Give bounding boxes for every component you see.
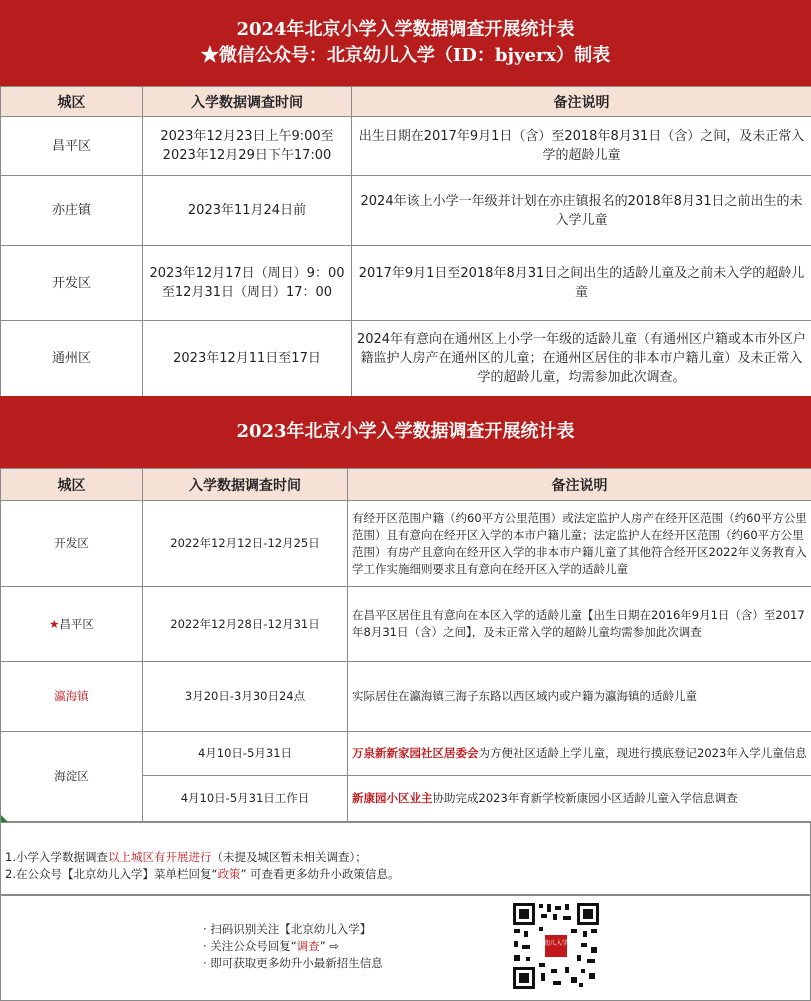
table-row: [1, 321, 811, 397]
footnote-2-prefix: 2.在公众号【北京幼儿入学】菜单栏回复“: [5, 867, 217, 881]
time-cell: 2022年12月12日-12月25日: [143, 501, 348, 587]
note-cell: [348, 776, 811, 822]
qr-section: [0, 894, 811, 1001]
qr-code-icon[interactable]: [511, 901, 601, 991]
title-2024: 2024年北京小学入学数据调查开展统计表: [0, 0, 811, 42]
time-cell: 2022年12月28日-12月31日: [143, 587, 348, 662]
banner-2023: [0, 396, 811, 468]
note-text: 协助完成2023年育新学校新康园小区适龄儿童入学信息调查: [433, 791, 738, 805]
table-row: [1, 117, 811, 176]
footnote-1-highlight: 以上城区有开展进行: [108, 850, 212, 864]
note-cell: 2017年9月1日至2018年8月31日之间出生的适龄儿童及之前未入学的超龄儿童: [352, 246, 811, 321]
table-2024: [0, 86, 811, 397]
district-cell: 通州区: [1, 321, 143, 397]
table-row: [1, 662, 811, 732]
bullet-2-prefix: · 关注公众号回复“: [203, 939, 297, 953]
cell-marker-icon: [1, 815, 8, 822]
time-cell: 2023年12月11日至17日: [143, 321, 352, 397]
time-cell: 2023年12月17日（周日）9：00至12月31日（周日）17：00: [143, 246, 352, 321]
district-label: 昌平区: [59, 617, 94, 631]
col-header-note: 备注说明: [348, 469, 811, 501]
district-cell: 瀛海镇: [1, 662, 143, 732]
col-header-district: 城区: [1, 87, 143, 117]
time-cell: 2023年12月23日上午9:00至2023年12月29日下午17:00: [143, 117, 352, 176]
district-cell: 昌平区: [1, 117, 143, 176]
note-highlight: 万泉新新家园社区居委会: [352, 746, 479, 760]
time-cell: 4月10日-5月31日: [143, 732, 348, 776]
footnote-1: [1, 849, 810, 866]
star-icon: ★: [49, 617, 59, 631]
table-row: [1, 732, 811, 776]
note-cell: 2024年有意向在通州区上小学一年级的适龄儿童（有通州区户籍或本市外区户籍监护人房产在通州区的儿童；在通州区居住的非本市户籍儿童）及未正常入学的超龄儿童，均需参加此次调查。: [352, 321, 811, 397]
note-cell: 在昌平区居住且有意向在本区入学的适龄儿童【出生日期在2016年9月1日（含）至2017年8月31日（含）之间】，及未正常入学的超龄儿童均需参加此次调查: [348, 587, 811, 662]
col-header-time: 入学数据调查时间: [143, 87, 352, 117]
time-cell: 3月20日-3月30日24点: [143, 662, 348, 732]
bullet-1: · 扫码识别关注【北京幼儿入学】: [203, 921, 383, 938]
title-2023: 2023年北京小学入学数据调查开展统计表: [0, 396, 811, 468]
col-header-note: 备注说明: [352, 87, 811, 117]
footnote-2-suffix: ” 可查看更多幼升小政策信息。: [240, 867, 399, 881]
table-row: [1, 587, 811, 662]
col-header-district: 城区: [1, 469, 143, 501]
note-cell: [348, 732, 811, 776]
footnote-2: [1, 866, 810, 883]
subtitle-2024: ★微信公众号：北京幼儿入学（ID：bjyerx）制表: [0, 42, 811, 70]
footnote-2-highlight: 政策: [217, 867, 240, 881]
district-cell: [1, 587, 143, 662]
banner-2024: [0, 0, 811, 86]
qr-logo-text: 幼儿入学: [544, 939, 568, 947]
bullet-2-suffix: ” ⇨: [320, 939, 339, 953]
bullet-2-highlight: 调查: [297, 939, 320, 953]
note-text: 为方便社区适龄上学儿童，现进行摸底登记2023年入学儿童信息: [479, 746, 807, 760]
note-cell: 出生日期在2017年9月1日（含）至2018年8月31日（含）之间，及未正常入学的超龄儿童: [352, 117, 811, 176]
note-cell: 有经开区范围户籍（约60平方公里范围）或法定监护人房产在经开区范围（约60平方公里范围）且有意向在经开区入学的本市户籍儿童；法定监护人在经开区范围（约60平方公里范围）有房产且意向在经开区入学的非本市户籍儿童了其他符合经开区2022年义务教育入学工作实施细则要求且有意向在经开区入学的适龄儿童: [348, 501, 811, 587]
time-cell: 2023年11月24日前: [143, 176, 352, 246]
district-cell: 海淀区: [1, 732, 143, 822]
bullet-2: [203, 938, 383, 955]
table-row: [1, 176, 811, 246]
district-cell: 开发区: [1, 501, 143, 587]
note-highlight: 新康园小区业主: [352, 791, 433, 805]
qr-instructions: [203, 921, 383, 972]
table-2023: [0, 468, 811, 822]
note-cell: 2024年该上小学一年级并计划在亦庄镇报名的2018年8月31日之前出生的未入学儿童: [352, 176, 811, 246]
col-header-time: 入学数据调查时间: [143, 469, 348, 501]
footnote-1-prefix: 1.小学入学数据调查: [5, 850, 108, 864]
table-row: [1, 501, 811, 587]
district-cell: 开发区: [1, 246, 143, 321]
district-cell: 亦庄镇: [1, 176, 143, 246]
footnote-1-suffix: （未提及城区暂未相关调查）；: [211, 850, 366, 864]
bullet-3: · 即可获取更多幼升小最新招生信息: [203, 955, 383, 972]
footnotes: [0, 822, 811, 896]
time-cell: 4月10日-5月31日工作日: [143, 776, 348, 822]
table-row: [1, 246, 811, 321]
note-cell: 实际居住在瀛海镇三海子东路以西区域内或户籍为瀛海镇的适龄儿童: [348, 662, 811, 732]
